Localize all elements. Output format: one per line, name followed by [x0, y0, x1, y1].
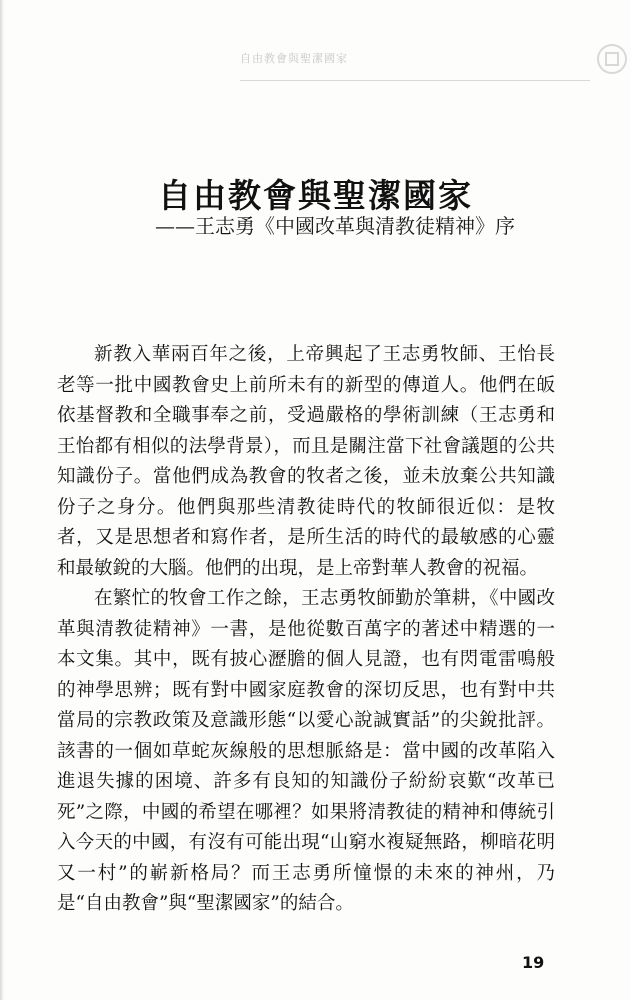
- page-number: 19: [522, 953, 545, 972]
- page-gutter-shadow: [0, 0, 4, 1000]
- paragraph-1: 新教入華兩百年之後，上帝興起了王志勇牧師、王怡長老等一批中國教會史上前所未有的新型的傳道人。他們在皈依基督教和全職事奉之前，受過嚴格的學術訓練（王志勇和王怡都有相似的法學背景），而且是關注當下社會議題的公共知識份子。當他們成為教會的牧者之後，並未放棄公共知識份子之身分。他們與那些清教徒時代的牧師很近似：是牧者，又是思想者和寫作者，是所生活的時代的最敏感的心靈和最敏銳的大腦。他們的出現，是上帝對華人教會的祝福。: [57, 344, 555, 579]
- running-head-bleedthrough: 自由教會與聖潔國家: [240, 50, 590, 81]
- paragraph-2: 在繁忙的牧會工作之餘，王志勇牧師勤於筆耕，《中國改革與清教徒精神》一書，是他從數百萬字的著述中精選的一本文集。其中，既有披心瀝膽的個人見證，也有閃電雷鳴般的神學思辨；既有對中國家庭教會的深切反思，也有對中共當局的宗教政策及意識形態“以愛心說誠實話”的尖銳批評。該書的一個如草蛇灰線般的思想脈絡是：當中國的改革陷入進退失據的困境、許多有良知的知識份子紛紛哀歎“改革已死”之際，中國的希望在哪裡？如果將清教徒的精神和傳統引入今天的中國，有沒有可能出現“山窮水複疑無路，柳暗花明又一村”的嶄新格局？而王志勇所憧憬的未來的神州，乃是“自由教會”與“聖潔國家”的結合。: [57, 588, 555, 914]
- publisher-seal-icon: [597, 44, 627, 74]
- chapter-title: 自由教會與聖潔國家: [158, 176, 473, 216]
- chapter-subtitle: ——王志勇《中國改革與清教徒精神》序: [155, 214, 515, 238]
- body-text: [57, 340, 555, 920]
